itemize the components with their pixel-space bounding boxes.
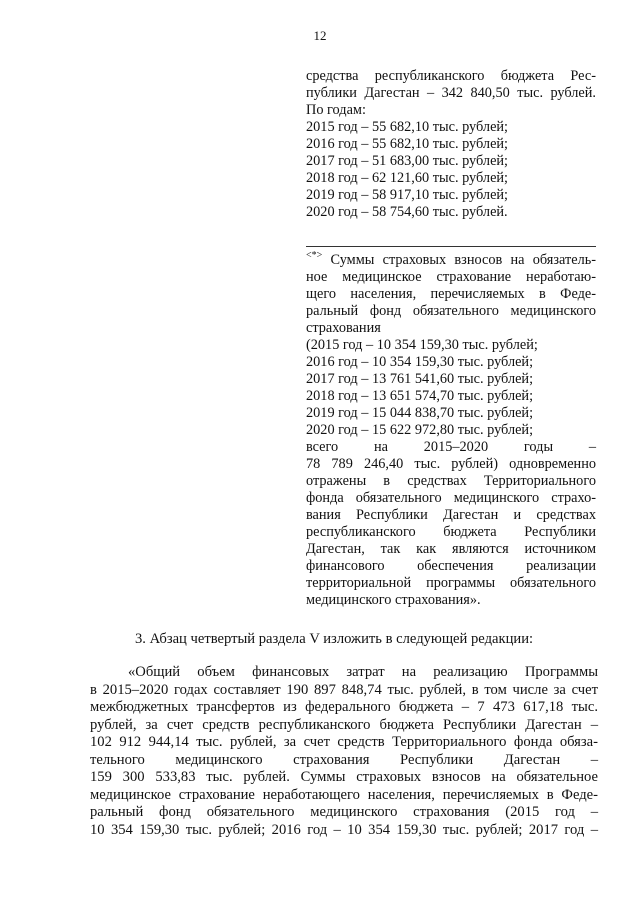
text-line: рублей, за счет средств республиканского бюджета Республики Дагестан –: [90, 716, 598, 733]
text-line: ральный фонд обязательного медицинского: [306, 303, 596, 319]
text-line: медицинское страхование неработающего населения, перечисляемых в Феде-: [90, 786, 598, 803]
text-line: 2020 год – 58 754,60 тыс. рублей.: [306, 204, 508, 220]
text-line: Дагестан, так как являются источником: [306, 541, 596, 557]
text-line: 2015 год – 55 682,10 тыс. рублей;: [306, 119, 509, 135]
text-line: территориальной программы обязательного: [306, 575, 596, 591]
text-line: По годам:: [306, 102, 366, 118]
text-line: 2017 год – 51 683,00 тыс. рублей;: [306, 153, 509, 169]
main-paragraph: [90, 664, 598, 839]
section-heading: 3. Абзац четвертый раздела V изложить в следующей редакции:: [135, 631, 534, 647]
text-line: 2017 год – 13 761 541,60 тыс. рублей;: [306, 371, 534, 387]
text-line: 159 300 533,83 тыс. рублей. Суммы страховых взносов на обязательное: [90, 769, 598, 785]
text-line: [306, 252, 596, 269]
text-line: отражены в средствах Территориального: [306, 473, 596, 489]
text-line: (2015 год – 10 354 159,30 тыс. рублей;: [306, 337, 538, 353]
text-line: 2018 год – 62 121,60 тыс. рублей;: [306, 170, 509, 186]
footnote-first-line: Суммы страховых взносов на обязатель-: [330, 252, 596, 268]
text-line: вания Республики Дагестан и средствах: [306, 507, 596, 523]
text-line: щего населения, перечисляемых в Феде-: [306, 286, 596, 302]
text-line: 10 354 159,30 тыс. рублей; 2016 год – 10 354 159,30 тыс. рублей; 2017 год –: [90, 821, 598, 838]
text-line: медицинского страхования».: [306, 592, 481, 608]
footnote-marker: <*>: [306, 250, 323, 262]
text-line: межбюджетных трансфертов из федерального бюджета – 7 473 617,18 тыс.: [90, 699, 598, 715]
footnote-block: [306, 252, 596, 609]
budget-funding-block: [306, 68, 596, 221]
text-line: тельного медицинского страхования Республики Дагестан –: [90, 751, 598, 768]
text-line: 102 912 944,14 тыс. рублей, за счет средств Территориального фонда обяза-: [90, 734, 598, 750]
text-line: публики Дагестан – 342 840,50 тыс. рублей.: [306, 85, 596, 101]
footnote-divider: [306, 246, 596, 247]
text-line: средства республиканского бюджета Рес-: [306, 68, 596, 84]
text-line: 2016 год – 10 354 159,30 тыс. рублей;: [306, 354, 534, 370]
text-line: 2019 год – 15 044 838,70 тыс. рублей;: [306, 405, 534, 421]
text-line: всего на 2015–2020 годы –: [306, 439, 596, 455]
text-line: ное медицинское страхование неработаю-: [306, 269, 596, 285]
text-line: 2019 год – 58 917,10 тыс. рублей;: [306, 187, 509, 203]
text-line: 2016 год – 55 682,10 тыс. рублей;: [306, 136, 509, 152]
text-line: 2020 год – 15 622 972,80 тыс. рублей;: [306, 422, 534, 438]
text-line: финансового обеспечения реализации: [306, 558, 596, 574]
text-line: «Общий объем финансовых затрат на реализацию Программы: [128, 664, 598, 680]
text-line: республиканского бюджета Республики: [306, 524, 596, 540]
page-number: 12: [313, 28, 327, 43]
text-line: страхования: [306, 320, 381, 336]
text-line: 78 789 246,40 тыс. рублей) одновременно: [306, 456, 596, 472]
text-line: ральный фонд обязательного медицинского страхования (2015 год –: [90, 804, 598, 820]
text-line: фонда обязательного медицинского страхо-: [306, 490, 596, 506]
text-line: в 2015–2020 годах составляет 190 897 848,74 тыс. рублей, в том числе за счет: [90, 681, 598, 698]
text-line: 2018 год – 13 651 574,70 тыс. рублей;: [306, 388, 534, 404]
